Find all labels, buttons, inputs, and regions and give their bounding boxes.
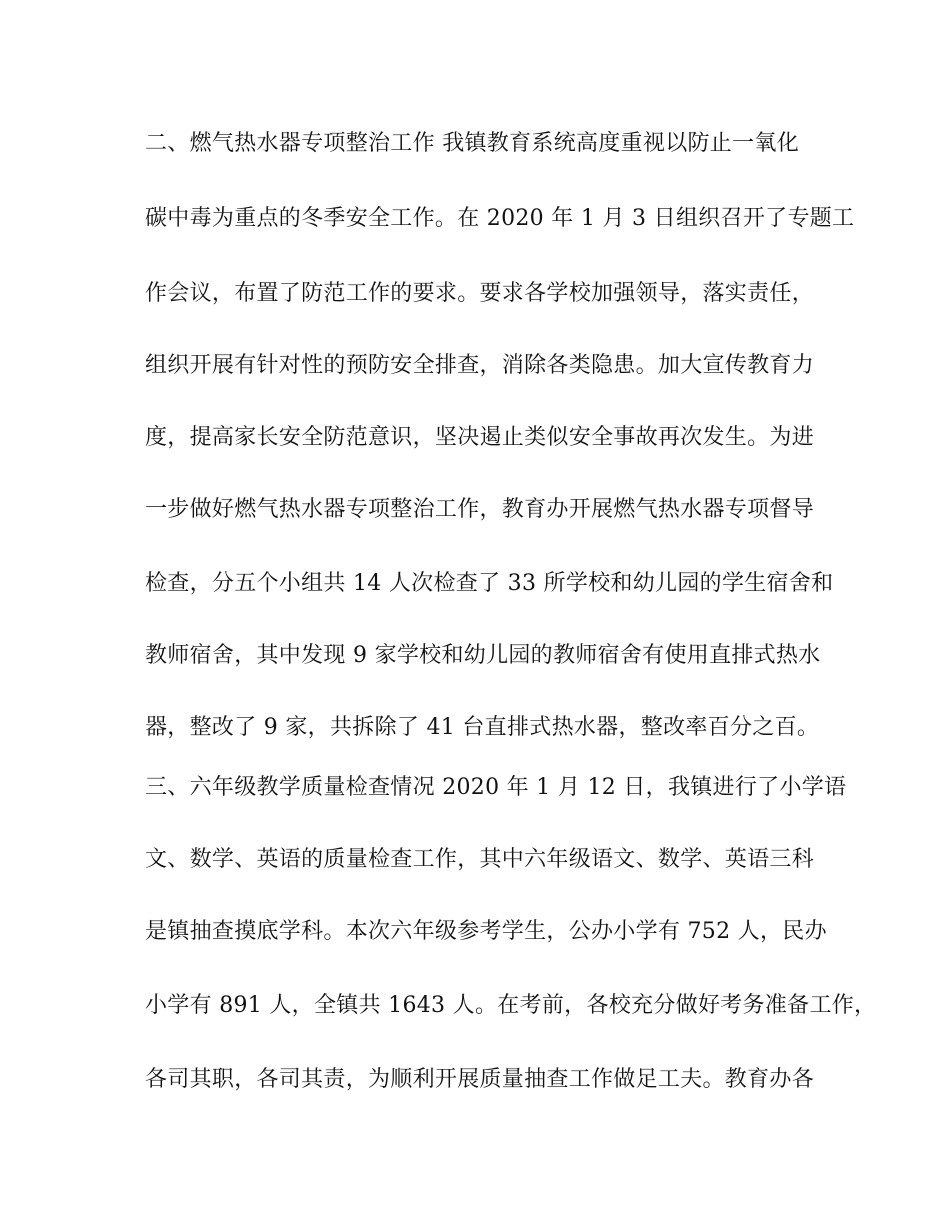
text-line: 度，提高家长安全防范意识，坚决遏止类似安全事故再次发生。为进 <box>145 425 815 450</box>
text-line: 二、燃气热水器专项整治工作 我镇教育系统高度重视以防止一氧化 <box>145 131 799 156</box>
text-line: 作会议，布置了防范工作的要求。要求各学校加强领导，落实责任， <box>145 281 815 306</box>
text-line: 一步做好燃气热水器专项整治工作，教育办开展燃气热水器专项督导 <box>145 497 815 522</box>
text-line: 器，整改了 9 家，共拆除了 41 台直排式热水器，整改率百分之百。 <box>145 715 820 740</box>
text-line: 检查，分五个小组共 14 人次检查了 33 所学校和幼儿园的学生宿舍和 <box>145 571 834 596</box>
text-line: 三、六年级教学质量检查情况 2020 年 1 月 12 日，我镇进行了小学语 <box>145 775 847 800</box>
text-line: 是镇抽查摸底学科。本次六年级参考学生，公办小学有 752 人，民办 <box>145 919 827 944</box>
text-line: 碳中毒为重点的冬季安全工作。在 2020 年 1 月 3 日组织召开了专题工 <box>145 206 855 231</box>
text-line: 小学有 891 人，全镇共 1643 人。在考前，各校充分做好考务准备工作， <box>145 993 877 1018</box>
text-line: 教师宿舍，其中发现 9 家学校和幼儿园的教师宿舍有使用直排式热水 <box>145 643 821 668</box>
text-line: 文、数学、英语的质量检查工作，其中六年级语文、数学、英语三科 <box>145 847 815 872</box>
text-line: 组织开展有针对性的预防安全排查，消除各类隐患。加大宣传教育力 <box>145 353 815 378</box>
text-line: 各司其职，各司其责，为顺利开展质量抽查工作做足工夫。教育办各 <box>145 1067 815 1092</box>
